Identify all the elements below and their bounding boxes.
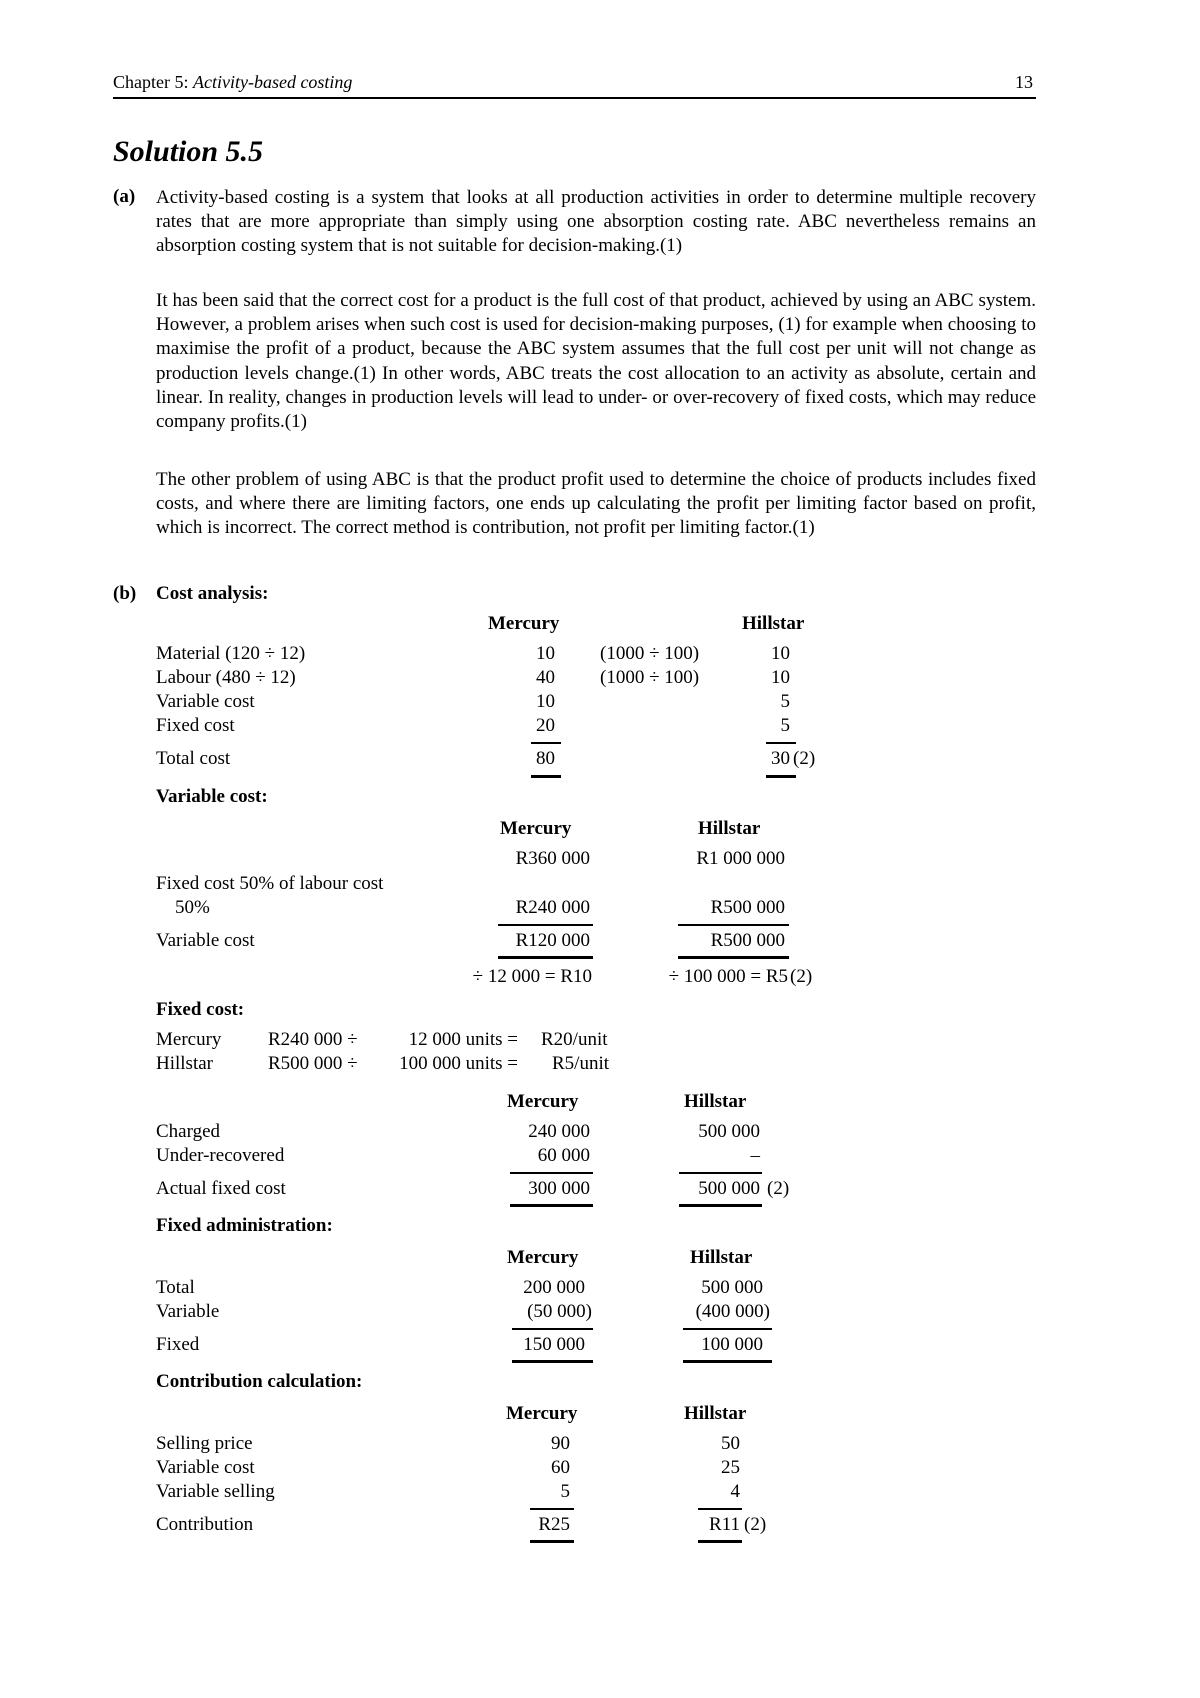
- part-a-label: (a): [113, 186, 136, 207]
- contribution-row-label: Selling price: [156, 1433, 253, 1454]
- fixed-col-hillstar: Hillstar: [684, 1091, 747, 1112]
- under-recovered-mercury: 60 000: [537, 1145, 590, 1166]
- part-a-paragraph-1: Activity-based costing is a system that looks at all production activities in order to determine multiple recovery rates that are more appropriate than simply using one absorption costing rate. ABC nevertheless remains an absorption costing system that is not suitable for decision-making.(1): [156, 187, 1036, 257]
- admin-rule-mercury: [512, 1328, 593, 1330]
- contribution-total-label: Contribution: [156, 1514, 254, 1535]
- part-b-label: (b): [113, 583, 137, 604]
- subtotal-rule-mercury: [531, 742, 561, 744]
- variable-top-mercury: R360 000: [515, 848, 590, 869]
- contribution-total-rule-hillstar: [698, 1540, 742, 1543]
- contribution-row-mercury: 90: [551, 1433, 570, 1454]
- charged-hillstar: 500 000: [698, 1121, 760, 1142]
- cost-row-label: Variable cost: [156, 691, 255, 712]
- cost-row-note: (1000 ÷ 100): [600, 667, 700, 688]
- fixed-line-name: Hillstar: [156, 1053, 213, 1074]
- contribution-row-hillstar: 4: [730, 1481, 740, 1502]
- cost-row-label: Fixed cost: [156, 715, 235, 736]
- admin-total-rule-mercury: [512, 1360, 593, 1363]
- admin-col-mercury: Mercury: [507, 1247, 579, 1268]
- cost-row-hillstar: 5: [780, 715, 790, 736]
- cost-row-mercury: 40: [536, 667, 555, 688]
- admin-variable-label: Variable: [156, 1301, 220, 1322]
- admin-rule-hillstar: [683, 1328, 772, 1330]
- page-number: 13: [1015, 72, 1033, 92]
- variable-top-hillstar: R1 000 000: [696, 848, 785, 869]
- contribution-total-mercury: R25: [538, 1514, 570, 1535]
- cost-row-note: (1000 ÷ 100): [600, 643, 700, 664]
- running-header: [113, 72, 352, 93]
- cost-analysis-col-mercury: Mercury: [488, 613, 560, 634]
- cost-row-hillstar: 10: [771, 643, 790, 664]
- under-recovered-hillstar: –: [750, 1145, 760, 1166]
- admin-total-label: Total: [156, 1277, 195, 1298]
- contribution-heading: Contribution calculation:: [156, 1371, 363, 1392]
- total-cost-mercury: 80: [536, 748, 555, 769]
- part-a-paragraph-2: It has been said that the correct cost for a product is the full cost of that product, achieved by using an ABC system. However, a problem arises when such cost is used for decision-making purposes, (1) for example when choosing to maximise the profit of a product, because the ABC system assumes that the full cost per unit will not change as production levels change.(1) In other words, ABC treats the cost allocation to an activity as absolute, certain and linear. In reality, changes in production levels will lead to under- or over-recovery of fixed costs, which may reduce company profits.(1): [156, 290, 1036, 433]
- variable-cost-heading: Variable cost:: [156, 786, 268, 807]
- actual-fixed-mercury: 300 000: [528, 1178, 590, 1199]
- subtotal-rule-hillstar: [766, 742, 796, 744]
- fixed-cost-heading: Fixed cost:: [156, 999, 245, 1020]
- contribution-row-hillstar: 25: [721, 1457, 740, 1478]
- fixed-line-units: 100 000 units =: [399, 1053, 518, 1074]
- admin-fixed-mercury: 150 000: [523, 1334, 585, 1355]
- actual-fixed-mark: (2): [767, 1178, 790, 1199]
- fixed-line-rate: R20/unit: [541, 1029, 608, 1050]
- cost-row-mercury: 10: [536, 691, 555, 712]
- actual-fixed-label: Actual fixed cost: [156, 1178, 286, 1199]
- cost-analysis-col-hillstar: Hillstar: [742, 613, 805, 634]
- contribution-rule-mercury: [530, 1508, 574, 1510]
- contribution-row-label: Variable cost: [156, 1457, 255, 1478]
- variable-cost-mark: (2): [790, 966, 813, 987]
- fixed-line-rate: R5/unit: [552, 1053, 610, 1074]
- admin-total-rule-hillstar: [683, 1360, 772, 1363]
- total-rule-mercury: [531, 775, 561, 778]
- fixed-rule-hillstar: [679, 1172, 762, 1174]
- total-cost-label: Total cost: [156, 748, 231, 769]
- fixed-line-amount: R240 000 ÷: [268, 1029, 358, 1050]
- admin-variable-hillstar: (400 000): [695, 1301, 770, 1322]
- contribution-total-hillstar: R11: [709, 1514, 740, 1535]
- fixed-total-rule-mercury: [510, 1204, 593, 1207]
- contribution-rule-hillstar: [698, 1508, 742, 1510]
- chapter-title: Activity-based costing: [192, 72, 353, 92]
- charged-label: Charged: [156, 1121, 221, 1142]
- contribution-total-rule-mercury: [530, 1540, 574, 1543]
- admin-fixed-label: Fixed: [156, 1334, 200, 1355]
- variable-cost-label: Variable cost: [156, 930, 255, 951]
- chapter-label: Chapter 5:: [113, 72, 189, 92]
- contribution-mark: (2): [744, 1514, 767, 1535]
- variable-cost-hillstar: R500 000: [710, 930, 785, 951]
- fixed-share-label-2: 50%: [175, 897, 210, 918]
- cost-row-label: Material (120 ÷ 12): [156, 643, 306, 664]
- contribution-row-mercury: 5: [560, 1481, 570, 1502]
- fixed-line-amount: R500 000 ÷: [268, 1053, 358, 1074]
- header-rule: [113, 97, 1036, 99]
- admin-total-mercury: 200 000: [523, 1277, 585, 1298]
- variable-rule-hillstar: [678, 924, 789, 926]
- actual-fixed-hillstar: 500 000: [698, 1178, 760, 1199]
- fixed-col-mercury: Mercury: [507, 1091, 579, 1112]
- admin-variable-mercury: (50 000): [527, 1301, 592, 1322]
- fixed-line-units: 12 000 units =: [408, 1029, 518, 1050]
- total-cost-mark: (2): [793, 748, 816, 769]
- fixed-share-mercury: R240 000: [515, 897, 590, 918]
- admin-fixed-hillstar: 100 000: [701, 1334, 763, 1355]
- solution-title: Solution 5.5: [113, 135, 264, 168]
- charged-mercury: 240 000: [528, 1121, 590, 1142]
- fixed-admin-heading: Fixed administration:: [156, 1215, 333, 1236]
- total-rule-hillstar: [766, 775, 796, 778]
- variable-total-rule-hillstar: [678, 956, 789, 959]
- cost-analysis-heading: Cost analysis:: [156, 583, 269, 604]
- contribution-row-label: Variable selling: [156, 1481, 275, 1502]
- variable-rule-mercury: [498, 924, 593, 926]
- fixed-share-hillstar: R500 000: [710, 897, 785, 918]
- contribution-row-mercury: 60: [551, 1457, 570, 1478]
- per-unit-mercury: ÷ 12 000 = R10: [472, 966, 592, 987]
- per-unit-hillstar: ÷ 100 000 = R5: [668, 966, 788, 987]
- fixed-share-label-1: Fixed cost 50% of labour cost: [156, 873, 384, 894]
- fixed-total-rule-hillstar: [679, 1204, 762, 1207]
- part-a-paragraph-3: The other problem of using ABC is that the product profit used to determine the choice of products includes fixed costs, and where there are limiting factors, one ends up calculating the profit per limiting factor based on profit, which is incorrect. The correct method is contribution, not profit per limiting factor.(1): [156, 469, 1036, 539]
- cost-row-label: Labour (480 ÷ 12): [156, 667, 296, 688]
- total-cost-hillstar: 30: [771, 748, 790, 769]
- admin-col-hillstar: Hillstar: [690, 1247, 753, 1268]
- variable-col-mercury: Mercury: [500, 818, 572, 839]
- cost-row-mercury: 10: [536, 643, 555, 664]
- cost-row-hillstar: 10: [771, 667, 790, 688]
- variable-total-rule-mercury: [498, 956, 593, 959]
- under-recovered-label: Under-recovered: [156, 1145, 285, 1166]
- cost-row-hillstar: 5: [780, 691, 790, 712]
- cost-row-mercury: 20: [536, 715, 555, 736]
- fixed-rule-mercury: [510, 1172, 593, 1174]
- contribution-col-mercury: Mercury: [506, 1403, 578, 1424]
- admin-total-hillstar: 500 000: [701, 1277, 763, 1298]
- fixed-line-name: Mercury: [156, 1029, 222, 1050]
- variable-col-hillstar: Hillstar: [698, 818, 761, 839]
- contribution-row-hillstar: 50: [721, 1433, 740, 1454]
- variable-cost-mercury: R120 000: [515, 930, 590, 951]
- contribution-col-hillstar: Hillstar: [684, 1403, 747, 1424]
